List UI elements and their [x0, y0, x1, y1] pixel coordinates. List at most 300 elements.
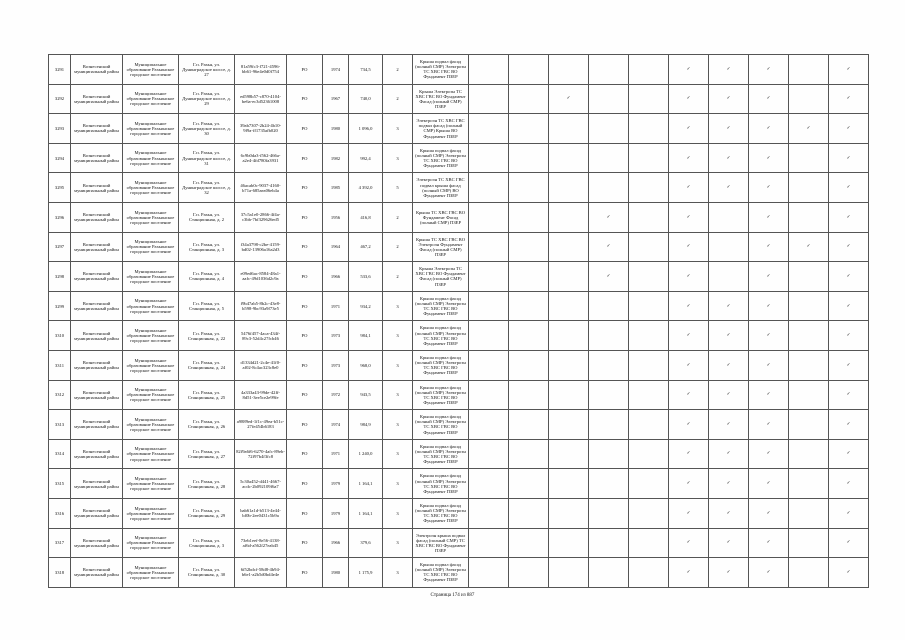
check-cell — [829, 469, 869, 499]
floors-cell: 2 — [383, 202, 413, 232]
district-cell: Вознесенский муниципальный район — [71, 143, 123, 173]
type-cell: РО — [287, 410, 323, 440]
address-cell: Г.п. Рахья, ул. Дунинградское шоссе, д. 31 — [179, 143, 235, 173]
checkmark-icon: ✓ — [846, 362, 851, 368]
checkmark-icon: ✓ — [766, 273, 771, 279]
table-row — [49, 173, 869, 203]
check-cell — [549, 498, 589, 528]
guid-cell: 73eb1eef-8e56-4138-af6d-a562f27eab45 — [235, 528, 287, 558]
check-cell — [789, 262, 829, 292]
year-cell: 1966 — [323, 262, 349, 292]
district-cell: Вознесенский муниципальный район — [71, 558, 123, 588]
checkmark-icon: ✓ — [766, 569, 771, 575]
owner-cell: Муниципальное образование Рахьинское городское поселение — [123, 558, 179, 588]
checkmark-icon: ✓ — [766, 481, 771, 487]
owner-cell: Муниципальное образование Рахьинское городское поселение — [123, 321, 179, 351]
district-cell: Вознесенский муниципальный район — [71, 173, 123, 203]
works-cell: Крыша подвал фасад (полный СМР) Электроэн ТС ХВС ГВС ВО Фундамент ПЗЕР — [413, 410, 469, 440]
check-cell — [469, 469, 509, 499]
check-cell — [829, 114, 869, 144]
check-cell — [509, 232, 549, 262]
owner-cell: Муниципальное образование Рахьинское городское поселение — [123, 469, 179, 499]
checkmark-icon: ✓ — [846, 510, 851, 516]
type-cell: РО — [287, 173, 323, 203]
check-cell — [509, 173, 549, 203]
year-cell: 1966 — [323, 528, 349, 558]
address-cell: Г.п. Рахья, ул. Станционная, д. 25 — [179, 380, 235, 410]
check-cell — [629, 232, 669, 262]
check-cell — [509, 469, 549, 499]
district-cell: Вознесенский муниципальный район — [71, 439, 123, 469]
check-cell — [509, 439, 549, 469]
owner-cell: Муниципальное образование Рахьинское городское поселение — [123, 114, 179, 144]
check-cell — [589, 262, 629, 292]
year-cell: 1985 — [323, 173, 349, 203]
area-cell: 934,2 — [349, 291, 383, 321]
check-cell — [669, 84, 709, 114]
check-cell — [829, 380, 869, 410]
guid-cell: 82f9a6f6-6270-4afc-89eb-72f97b4f3fc8 — [235, 439, 287, 469]
works-cell: Крыша подвал фасад (полный СМР) Электроэн ТС ХВС ГВС ВО Фундамент ПЗЕР — [413, 350, 469, 380]
check-cell — [749, 350, 789, 380]
checkmark-icon: ✓ — [846, 540, 851, 546]
checkmark-icon: ✓ — [726, 392, 731, 398]
checkmark-icon: ✓ — [726, 451, 731, 457]
type-cell: РО — [287, 202, 323, 232]
check-cell — [549, 469, 589, 499]
table-row — [49, 262, 869, 292]
check-cell — [709, 55, 749, 85]
owner-cell: Муниципальное образование Рахьинское городское поселение — [123, 528, 179, 558]
check-cell — [789, 291, 829, 321]
check-cell — [469, 202, 509, 232]
works-cell: Крыша подвал фасад (полный СМР) Электроэн ТС ХВС ГВС ВО Фундамент ПЗЕР — [413, 558, 469, 588]
check-cell — [589, 232, 629, 262]
area-cell: 379,6 — [349, 528, 383, 558]
checkmark-icon: ✓ — [726, 421, 731, 427]
district-cell: Вознесенский муниципальный район — [71, 291, 123, 321]
row-number: 3317 — [49, 528, 71, 558]
year-cell: 1979 — [323, 498, 349, 528]
address-cell: Г.п. Рахья, ул. Дунинградское шоссе, д. 32 — [179, 173, 235, 203]
check-cell — [789, 410, 829, 440]
district-cell: Вознесенский муниципальный район — [71, 469, 123, 499]
checkmark-icon: ✓ — [846, 569, 851, 575]
check-cell — [669, 498, 709, 528]
checkmark-icon: ✓ — [686, 333, 691, 339]
works-cell: Крыша подвал фасад (полный СМР) Электроэн ТС ХВС ГВС ВО Фундамент ПЗЕР — [413, 321, 469, 351]
checkmark-icon: ✓ — [686, 421, 691, 427]
year-cell: 1964 — [323, 232, 349, 262]
checkmark-icon: ✓ — [766, 392, 771, 398]
check-cell — [829, 262, 869, 292]
area-cell: 984,9 — [349, 410, 383, 440]
table-row — [49, 439, 869, 469]
check-cell — [509, 143, 549, 173]
owner-cell: Муниципальное образование Рахьинское городское поселение — [123, 84, 179, 114]
type-cell: РО — [287, 528, 323, 558]
address-cell: Г.п. Рахья, ул. Станционная, д. 5 — [179, 291, 235, 321]
checkmark-icon: ✓ — [846, 451, 851, 457]
table-row — [49, 469, 869, 499]
works-cell: Крыша подвал фасад (полный СМР) Электроэн ТС ХВС ГВС ВО Фундамент ПЗЕР — [413, 55, 469, 85]
check-cell — [749, 262, 789, 292]
area-cell: 1 240,0 — [349, 439, 383, 469]
check-cell — [829, 232, 869, 262]
check-cell — [469, 321, 509, 351]
check-cell — [469, 410, 509, 440]
checkmark-icon: ✓ — [766, 303, 771, 309]
check-cell — [629, 262, 669, 292]
check-cell — [469, 173, 509, 203]
check-cell — [589, 439, 629, 469]
check-cell — [469, 84, 509, 114]
checkmark-icon: ✓ — [606, 273, 611, 279]
table-row — [49, 528, 869, 558]
check-cell — [509, 498, 549, 528]
works-cell: Электроэн ТС ХВС ГВС подвал крыша фасад (полный СМР) ВО Фундамент ПЗЕР — [413, 173, 469, 203]
owner-cell: Муниципальное образование Рахьинское городское поселение — [123, 439, 179, 469]
check-cell — [709, 410, 749, 440]
checkmark-icon: ✓ — [846, 421, 851, 427]
floors-cell: 5 — [383, 173, 413, 203]
check-cell — [669, 528, 709, 558]
guid-cell: 5476f457-4aca-434f-89c3-52d4c27fcb46 — [235, 321, 287, 351]
year-cell: 1967 — [323, 84, 349, 114]
year-cell: 1971 — [323, 291, 349, 321]
check-cell — [709, 291, 749, 321]
checkmark-icon: ✓ — [846, 155, 851, 161]
check-cell — [589, 143, 629, 173]
check-cell — [789, 321, 829, 351]
owner-cell: Муниципальное образование Рахьинское городское поселение — [123, 380, 179, 410]
check-cell — [749, 558, 789, 588]
check-cell — [709, 380, 749, 410]
check-cell — [549, 439, 589, 469]
check-cell — [789, 84, 829, 114]
checkmark-icon: ✓ — [686, 481, 691, 487]
district-cell: Вознесенский муниципальный район — [71, 202, 123, 232]
checkmark-icon: ✓ — [606, 214, 611, 220]
floors-cell: 3 — [383, 350, 413, 380]
check-cell — [469, 291, 509, 321]
type-cell: РО — [287, 380, 323, 410]
row-number: 3296 — [49, 202, 71, 232]
floors-cell: 3 — [383, 439, 413, 469]
year-cell: 1956 — [323, 202, 349, 232]
row-number: 3313 — [49, 410, 71, 440]
address-cell: Г.п. Рахья, ул. Дунинградское шоссе, д. 27 — [179, 55, 235, 85]
row-number: 3297 — [49, 232, 71, 262]
floors-cell: 3 — [383, 528, 413, 558]
check-cell — [669, 558, 709, 588]
district-cell: Вознесенский муниципальный район — [71, 410, 123, 440]
check-cell — [669, 350, 709, 380]
address-cell: Г.п. Рахья, ул. Дунинградское шоссе, д. 30 — [179, 114, 235, 144]
checkmark-icon: ✓ — [766, 362, 771, 368]
check-cell — [589, 350, 629, 380]
address-cell: Г.п. Рахья, ул. Станционная, д. 22 — [179, 321, 235, 351]
check-cell — [749, 410, 789, 440]
checkmark-icon: ✓ — [726, 96, 731, 102]
check-cell — [749, 528, 789, 558]
row-number: 3311 — [49, 350, 71, 380]
check-cell — [829, 498, 869, 528]
check-cell — [669, 173, 709, 203]
owner-cell: Муниципальное образование Рахьинское городское поселение — [123, 498, 179, 528]
checkmark-icon: ✓ — [846, 273, 851, 279]
checkmark-icon: ✓ — [766, 125, 771, 131]
checkmark-icon: ✓ — [726, 185, 731, 191]
check-cell — [629, 469, 669, 499]
check-cell — [829, 84, 869, 114]
type-cell: РО — [287, 350, 323, 380]
floors-cell: 2 — [383, 55, 413, 85]
table-row — [49, 350, 869, 380]
checkmark-icon: ✓ — [806, 125, 811, 131]
check-cell — [549, 410, 589, 440]
check-cell — [829, 173, 869, 203]
type-cell: РО — [287, 262, 323, 292]
checkmark-icon: ✓ — [686, 125, 691, 131]
address-cell: Г.п. Рахья, ул. Станционная, д. 28 — [179, 469, 235, 499]
checkmark-icon: ✓ — [846, 333, 851, 339]
check-cell — [749, 114, 789, 144]
check-cell — [629, 291, 669, 321]
check-cell — [789, 439, 829, 469]
check-cell — [709, 350, 749, 380]
check-cell — [469, 232, 509, 262]
checkmark-icon: ✓ — [726, 481, 731, 487]
type-cell: РО — [287, 143, 323, 173]
works-cell: Крыша ТС ХВС ГВС ВО Электроэн Фундамент Фасад (полный СМР) ПЗЕР — [413, 232, 469, 262]
owner-cell: Муниципальное образование Рахьинское городское поселение — [123, 291, 179, 321]
address-cell: Г.п. Рахья, ул. Станционная, д. 30 — [179, 558, 235, 588]
check-cell — [589, 202, 629, 232]
address-cell: Г.п. Рахья, ул. Станционная, д. 29 — [179, 498, 235, 528]
area-cell: 984,1 — [349, 321, 383, 351]
works-cell: Крыша ТС ХВС ГВС ВО Фундамент Фасад (полный СМР) ПЗЕР — [413, 202, 469, 232]
page-number: Страница 174 из 887 — [430, 593, 475, 598]
check-cell — [589, 173, 629, 203]
check-cell — [709, 262, 749, 292]
row-number: 3315 — [49, 469, 71, 499]
checkmark-icon: ✓ — [766, 96, 771, 102]
check-cell — [709, 469, 749, 499]
checkmark-icon: ✓ — [846, 96, 851, 102]
check-cell — [749, 232, 789, 262]
guid-cell: ed598b57-c870-4104-be6a-ec3d52361008 — [235, 84, 287, 114]
checkmark-icon: ✓ — [726, 362, 731, 368]
check-cell — [789, 114, 829, 144]
checkmark-icon: ✓ — [686, 185, 691, 191]
checkmark-icon: ✓ — [766, 214, 771, 220]
district-cell: Вознесенский муниципальный район — [71, 528, 123, 558]
check-cell — [789, 143, 829, 173]
check-cell — [509, 350, 549, 380]
checkmark-icon: ✓ — [686, 451, 691, 457]
checkmark-icon: ✓ — [846, 185, 851, 191]
address-cell: Г.п. Рахья, ул. Станционная, д. 4 — [179, 262, 235, 292]
address-cell: Г.п. Рахья, ул. Станционная, д. 27 — [179, 439, 235, 469]
row-number: 3291 — [49, 55, 71, 85]
checkmark-icon: ✓ — [766, 244, 771, 250]
district-cell: Вознесенский муниципальный район — [71, 232, 123, 262]
table-row — [49, 84, 869, 114]
check-cell — [829, 410, 869, 440]
type-cell: РО — [287, 469, 323, 499]
area-cell: 1 164,1 — [349, 498, 383, 528]
check-cell — [709, 321, 749, 351]
guid-cell: a9889ed-1f1c-49ea-b51c-27fe454b6183 — [235, 410, 287, 440]
check-cell — [629, 380, 669, 410]
guid-cell: 81a59fc3-f721-4596-bb61-96e4e0d0f754 — [235, 55, 287, 85]
table-body — [49, 55, 869, 588]
address-cell: Г.п. Рахья, ул. Станционная, д. 24 — [179, 350, 235, 380]
check-cell — [629, 143, 669, 173]
checkmark-icon: ✓ — [766, 66, 771, 72]
check-cell — [549, 291, 589, 321]
address-cell: Г.п. Рахья, ул. Станционная, д. 2 — [179, 202, 235, 232]
row-number: 3310 — [49, 321, 71, 351]
check-cell — [589, 558, 629, 588]
owner-cell: Муниципальное образование Рахьинское городское поселение — [123, 173, 179, 203]
check-cell — [589, 114, 629, 144]
check-cell — [589, 321, 629, 351]
floors-cell: 3 — [383, 380, 413, 410]
checkmark-icon: ✓ — [766, 333, 771, 339]
checkmark-icon: ✓ — [846, 125, 851, 131]
floors-cell: 3 — [383, 291, 413, 321]
check-cell — [549, 143, 589, 173]
check-cell — [789, 498, 829, 528]
table-row — [49, 143, 869, 173]
check-cell — [789, 380, 829, 410]
check-cell — [829, 202, 869, 232]
guid-cell: e09ed6ac-8584-48a1-aafc-49d1036d2c9a — [235, 262, 287, 292]
check-cell — [749, 291, 789, 321]
register-table — [48, 54, 869, 588]
address-cell: Г.п. Рахья, ул. Дунинградское шоссе, д. 29 — [179, 84, 235, 114]
checkmark-icon: ✓ — [726, 125, 731, 131]
owner-cell: Муниципальное образование Рахьинское городское поселение — [123, 350, 179, 380]
guid-cell: 37c5a1e0-2866-4f4a-c3bb-7bf329626ed5 — [235, 202, 287, 232]
works-cell: Крыша подвал фасад (полный СМР) Электроэн ТС ХВС ГВС ВО Фундамент ПЗЕР — [413, 439, 469, 469]
check-cell — [469, 558, 509, 588]
check-cell — [669, 232, 709, 262]
floors-cell: 2 — [383, 84, 413, 114]
check-cell — [829, 143, 869, 173]
works-cell: Крыша подвал фасад (полный СМР) Электроэн ТС ХВС ГВС ВО Фундамент ПЗЕР — [413, 498, 469, 528]
check-cell — [749, 439, 789, 469]
district-cell: Вознесенский муниципальный район — [71, 262, 123, 292]
check-cell — [549, 380, 589, 410]
year-cell: 1973 — [323, 350, 349, 380]
table-row — [49, 291, 869, 321]
checkmark-icon: ✓ — [686, 510, 691, 516]
type-cell: РО — [287, 498, 323, 528]
check-cell — [829, 321, 869, 351]
area-cell: 416,8 — [349, 202, 383, 232]
district-cell: Вознесенский муниципальный район — [71, 350, 123, 380]
check-cell — [829, 439, 869, 469]
checkmark-icon: ✓ — [806, 244, 811, 250]
check-cell — [549, 528, 589, 558]
area-cell: 533,6 — [349, 262, 383, 292]
owner-cell: Муниципальное образование Рахьинское городское поселение — [123, 262, 179, 292]
row-number: 3295 — [49, 173, 71, 203]
table-row — [49, 380, 869, 410]
check-cell — [829, 291, 869, 321]
check-cell — [469, 350, 509, 380]
works-cell: Крыша подвал фасад (полный СМР) Электроэн ТС ХВС ГВС ВО Фундамент ПЗЕР — [413, 380, 469, 410]
table-row — [49, 202, 869, 232]
check-cell — [749, 321, 789, 351]
check-cell — [669, 410, 709, 440]
area-cell: 1 164,1 — [349, 469, 383, 499]
check-cell — [509, 291, 549, 321]
checkmark-icon: ✓ — [726, 510, 731, 516]
check-cell — [589, 291, 629, 321]
check-cell — [749, 380, 789, 410]
table-row — [49, 55, 869, 85]
works-cell: Крыша Электроэн ТС ХВС ГВС ВО Фундамент Фасад (полный СМР) ПЗЕР — [413, 84, 469, 114]
check-cell — [629, 498, 669, 528]
checkmark-icon: ✓ — [686, 96, 691, 102]
check-cell — [469, 114, 509, 144]
check-cell — [749, 202, 789, 232]
district-cell: Вознесенский муниципальный район — [71, 380, 123, 410]
year-cell: 1972 — [323, 380, 349, 410]
check-cell — [709, 232, 749, 262]
owner-cell: Муниципальное образование Рахьинское городское поселение — [123, 202, 179, 232]
check-cell — [669, 143, 709, 173]
check-cell — [709, 439, 749, 469]
area-cell: 943,5 — [349, 380, 383, 410]
floors-cell: 3 — [383, 114, 413, 144]
check-cell — [549, 84, 589, 114]
table-row — [49, 498, 869, 528]
check-cell — [669, 469, 709, 499]
check-cell — [789, 55, 829, 85]
floors-cell: 3 — [383, 321, 413, 351]
check-cell — [789, 350, 829, 380]
guid-cell: 39ab7307-2b24-4b10-9f9a-ff1735afb020 — [235, 114, 287, 144]
check-cell — [509, 262, 549, 292]
checkmark-icon: ✓ — [726, 540, 731, 546]
check-cell — [669, 321, 709, 351]
check-cell — [709, 528, 749, 558]
guid-cell: 46acab0c-9037-4160-b71a-685aea06eb4a — [235, 173, 287, 203]
check-cell — [549, 232, 589, 262]
check-cell — [509, 114, 549, 144]
check-cell — [629, 202, 669, 232]
guid-cell: f9b47ab5-8b2c-43e8-b598-9bc93a9f73e5 — [235, 291, 287, 321]
check-cell — [629, 55, 669, 85]
works-cell: Электроэн ТС ХВС ГВС подвал фасад (полный СМР) Крыша ВО Фундамент ПЗЕР — [413, 114, 469, 144]
works-cell: Крыша подвал фасад (полный СМР) Электроэн ТС ХВС ГВС ВО Фундамент ПЗЕР — [413, 469, 469, 499]
check-cell — [709, 498, 749, 528]
checkmark-icon: ✓ — [686, 362, 691, 368]
row-number: 3312 — [49, 380, 71, 410]
check-cell — [669, 202, 709, 232]
check-cell — [549, 350, 589, 380]
district-cell: Вознесенский муниципальный район — [71, 55, 123, 85]
check-cell — [549, 558, 589, 588]
type-cell: РО — [287, 439, 323, 469]
check-cell — [749, 84, 789, 114]
check-cell — [549, 262, 589, 292]
